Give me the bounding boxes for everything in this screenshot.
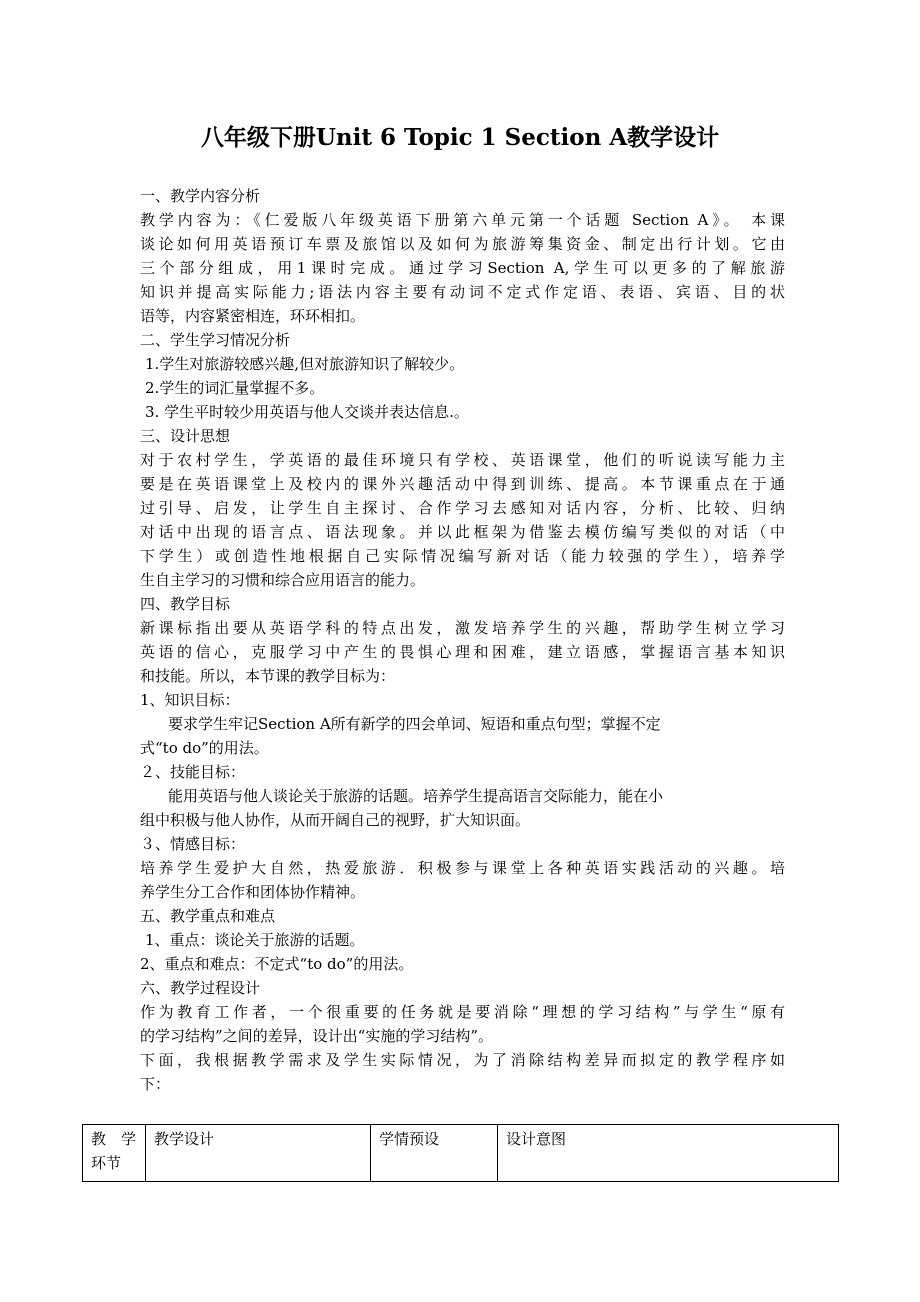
text-line: 新课标指出要从英语学科的特点出发，激发培养学生的兴趣，帮助学生树立学习 — [140, 619, 785, 637]
header-teaching-design: 教学设计 — [146, 1125, 371, 1182]
text-line: 要是在英语课堂上及校内的课外兴趣活动中得到训练、提高。本节课重点在于通 — [140, 475, 785, 493]
text-line: 式“to do”的用法。 — [140, 739, 269, 757]
text-line: 3. 学生平时较少用英语与他人交谈并表达信息.。 — [145, 403, 469, 421]
text-line: 教学内容为：《仁爱版八年级英语下册第六单元第一个话题 Section A》。 本课 — [140, 211, 785, 229]
text-line: 下： — [140, 1075, 171, 1093]
text-line: 1、重点：谈论关于旅游的话题。 — [145, 931, 365, 949]
text-line: 能用英语与他人谈论关于旅游的话题。培养学生提高语言交际能力，能在小 — [168, 787, 664, 805]
text-line: 2.学生的词汇量掌握不多。 — [145, 379, 325, 397]
text-line: 六、教学过程设计 — [140, 979, 261, 997]
document-title: 八年级下册Unit 6 Topic 1 Section A教学设计 — [200, 124, 720, 151]
table-header-row — [83, 1125, 839, 1182]
teaching-process-table — [82, 1124, 839, 1182]
text-line: 三、设计思想 — [140, 427, 231, 445]
text-line: 下面，我根据教学需求及学生实际情况，为了消除结构差异而拟定的教学程序如 — [140, 1051, 785, 1069]
document-body — [140, 184, 785, 1096]
text-line: 对于农村学生，学英语的最佳环境只有学校、英语课堂，他们的听说读写能力主 — [140, 451, 785, 469]
header-student-expectation: 学情预设 — [371, 1125, 498, 1182]
text-line: 2、重点和难点：不定式“to do”的用法。 — [140, 955, 414, 973]
text-line: 英语的信心，克服学习中产生的畏惧心理和困难，建立语感，掌握语言基本知识 — [140, 643, 785, 661]
text-line: 对话中出现的语言点、语法现象。并以此框架为借鉴去模仿编写类似的对话（中 — [140, 523, 785, 541]
text-line: 作为教育工作者，一个很重要的任务就是要消除“理想的学习结构”与学生“原有 — [140, 1003, 785, 1021]
text-line: 二、学生学习情况分析 — [140, 331, 291, 349]
text-line: 三个部分组成，用1课时完成。通过学习Section A,学生可以更多的了解旅游 — [140, 259, 785, 277]
text-line: 要求学生牢记Section A所有新学的四会单词、短语和重点句型；掌握不定 — [168, 715, 661, 733]
header-design-intent: 设计意图 — [498, 1125, 839, 1182]
text-line: 养学生分工合作和团体协作精神。 — [140, 883, 366, 901]
text-line: 组中积极与他人协作，从而开阔自己的视野，扩大知识面。 — [140, 811, 531, 829]
header-teaching-stage: 教 学环节 — [83, 1125, 146, 1182]
text-line: ３、情感目标： — [140, 835, 246, 853]
text-line: 谈论如何用英语预订车票及旅馆以及如何为旅游筹集资金、制定出行计划。它由 — [140, 235, 785, 253]
text-line: 语等，内容紧密相连，环环相扣。 — [140, 307, 366, 325]
text-line: 知识并提高实际能力;语法内容主要有动词不定式作定语、表语、宾语、目的状 — [140, 283, 785, 301]
text-line: 的学习结构”之间的差异，设计出“实施的学习结构”。 — [140, 1027, 494, 1045]
text-line: ２、技能目标： — [140, 763, 246, 781]
text-line: 和技能。所以，本节课的教学目标为： — [140, 667, 396, 685]
text-line: 1.学生对旅游较感兴趣,但对旅游知识了解较少。 — [145, 355, 465, 373]
text-line: 过引导、启发，让学生自主探讨、合作学习去感知对话内容，分析、比较、归纳 — [140, 499, 785, 517]
text-line: 四、教学目标 — [140, 595, 231, 613]
text-line: 生自主学习的习惯和综合应用语言的能力。 — [140, 571, 426, 589]
text-line: 培养学生爱护大自然，热爱旅游．积极参与课堂上各种英语实践活动的兴趣。培 — [140, 859, 785, 877]
text-line: 1、知识目标： — [140, 691, 240, 709]
text-line: 五、教学重点和难点 — [140, 907, 276, 925]
text-line: 下学生）或创造性地根据自己实际情况编写新对话（能力较强的学生），培养学 — [140, 547, 785, 565]
text-line: 一、教学内容分析 — [140, 187, 261, 205]
